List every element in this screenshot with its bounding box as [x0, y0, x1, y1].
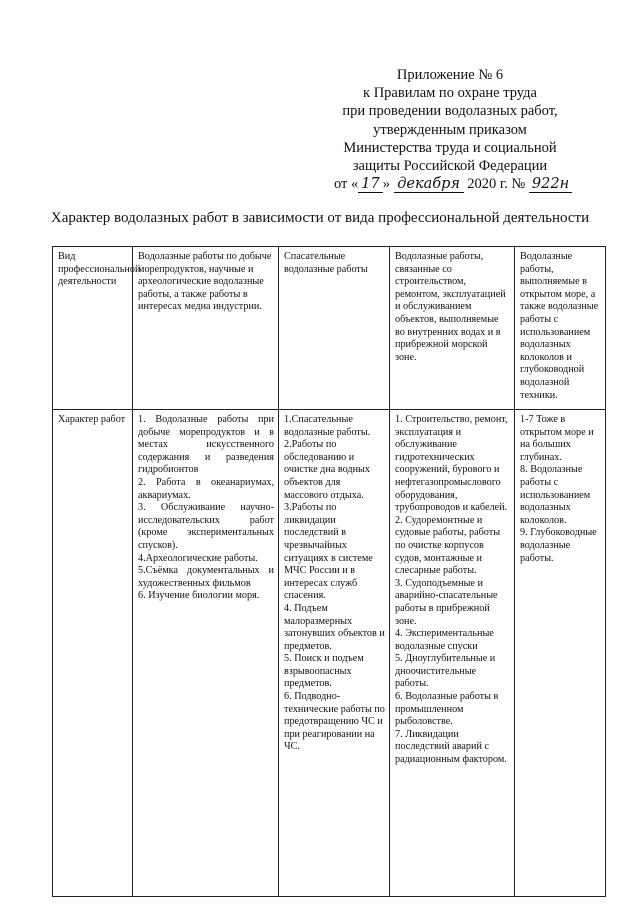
- appendix-line: защиты Российской Федерации: [352, 158, 548, 175]
- row-label-cell: Характер работ: [53, 410, 133, 897]
- list-item: 5. Дноуглубительные и дноочистительные работы.: [395, 653, 496, 690]
- list-item: 1. Водолазные работы при добыче морепродуктов и в местах искусственного содержания и разведения гидробионтов: [138, 414, 274, 476]
- list-item: 6. Изучение биологии моря.: [138, 590, 260, 602]
- list-item: 4. Экспериментальные водолазные спуски: [395, 628, 494, 652]
- table-cell: [390, 410, 515, 897]
- order-month: декабря: [394, 176, 464, 193]
- list-item: 7. Ликвидации последствий аварий с радиационным фактором.: [395, 728, 507, 766]
- order-number: 922н: [529, 176, 572, 193]
- appendix-line: к Правилам по охране труда: [363, 85, 537, 102]
- list-item: 2. Работа в океанариумах, аквариумах.: [138, 476, 274, 501]
- appendix-line: Министерства труда и социальной: [343, 139, 557, 156]
- order-prefix: от «: [334, 176, 359, 193]
- table-cell: [515, 410, 606, 897]
- table-cell: [279, 410, 390, 897]
- work-type-table: [52, 246, 606, 897]
- list-item: 5. Поиск и подъем взрывоопасных предметов.: [284, 653, 364, 690]
- table-header-cell: Водолазные работы по добыче морепродуктов, научные и археологические водолазные работы, а также работы в интересах медиа индустрии.: [133, 247, 279, 410]
- list-item: 1-7 Тоже в открытом море и на больших глубинах.: [520, 414, 594, 463]
- list-item: 6. Подводно-технические работы по предотвращению ЧС и при реагировании на ЧС.: [284, 691, 385, 753]
- list-item: 4.Археологические работы.: [138, 552, 258, 564]
- list-item: 6. Водолазные работы в промышленном рыболовстве.: [395, 691, 499, 728]
- table-cell: [133, 410, 279, 897]
- table-header-cell: Водолазные работы, связанные со строительством, ремонтом, эксплуатацией и обслуживанием объектов, выполняемые во внутренних водах и в прибрежной морской зоне.: [390, 247, 515, 410]
- appendix-line: Приложение № 6: [396, 67, 504, 83]
- list-item: 9. Глубоководные водолазные работы.: [520, 527, 597, 564]
- list-item: 2. Судоремонтные и судовые работы, работы по очистке корпусов судов, монтажные и слесарные работы.: [395, 514, 501, 577]
- list-item: 1.Спасательные водолазные работы.: [284, 414, 371, 438]
- list-item: 3. Судоподъемные и аварийно-спасательные работы в прибрежной зоне.: [395, 577, 498, 627]
- table-row: [53, 410, 606, 897]
- order-reference: [300, 175, 600, 193]
- appendix-line: при проведении водолазных работ,: [342, 103, 558, 120]
- order-year: 2020: [467, 176, 497, 193]
- list-item: 3.Работы по ликвидации последствий в чрезвычайных ситуациях в системе МЧС России и в интересах служб спасения.: [284, 502, 373, 602]
- page-title: Характер водолазных работ в зависимости от вида профессиональной деятельности: [50, 210, 590, 226]
- list-item: 5.Съёмка документальных и художественных фильмов: [138, 565, 274, 589]
- table-header-cell: Водолазные работы, выполняемые в открытом море, а также водолазные работы с использованием водолазных колоколов и глубоководной водолазной техники.: [515, 247, 606, 410]
- list-item: 8. Водолазные работы с использованием водолазных колоколов.: [520, 464, 591, 526]
- appendix-line: утвержденным приказом: [373, 121, 527, 138]
- list-item: 4. Подъем малоразмерных затонувших объектов и предметов.: [284, 602, 385, 652]
- table-header-row: [53, 247, 606, 410]
- order-day: 17: [358, 176, 382, 193]
- list-item: 1. Строительство, ремонт, эксплуатация и обслуживание гидротехнических сооружений, бурового и нефтегазопромыслового оборудования, трубопроводов и кабелей.: [395, 414, 508, 514]
- table-header-cell: Спасательные водолазные работы: [279, 247, 390, 410]
- order-mid: »: [382, 176, 390, 193]
- order-year-suffix: г. №: [496, 176, 526, 193]
- appendix-block: [300, 66, 600, 193]
- table-header-cell: Вид профессиональной деятельности: [53, 247, 133, 410]
- list-item: 2.Работы по обследованию и очистке дна водных объектов для массового отдыха.: [284, 439, 370, 501]
- list-item: 3. Обслуживание научно-исследовательских работ (кроме экспериментальных спусков).: [138, 502, 274, 551]
